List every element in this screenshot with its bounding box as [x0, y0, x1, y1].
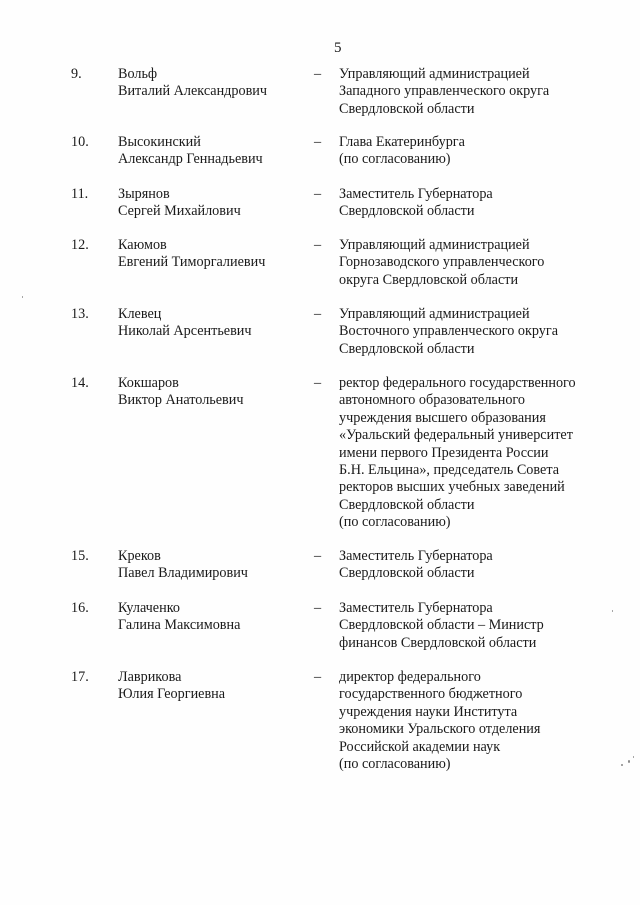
member-position-line: Горнозаводского управленческого — [339, 254, 545, 271]
member-position-line: Восточного управленческого округа — [339, 323, 558, 340]
member-position-line: Заместитель Губернатора — [339, 548, 493, 564]
member-name-line: Николай Арсентьевич — [118, 323, 252, 340]
member-position-line: учреждения высшего образования — [339, 409, 546, 426]
entry-number: 14. — [71, 375, 89, 391]
member-position — [339, 237, 609, 289]
member-name-line: Кулаченко — [118, 600, 180, 616]
member-name-line: Вольф — [118, 66, 158, 82]
member-position-line: имени первого Президента России — [339, 444, 549, 461]
entry-number: 17. — [71, 669, 89, 685]
member-position-line: государственного бюджетного — [339, 686, 523, 703]
entry-number: 12. — [71, 237, 89, 253]
member-name-line: Высокинский — [118, 134, 201, 150]
member-position — [339, 66, 609, 118]
entry-dash: – — [314, 600, 322, 616]
member-name-line: Александр Геннадьевич — [118, 151, 263, 168]
entry-number: 13. — [71, 306, 89, 322]
entry-number: 9. — [71, 66, 82, 82]
member-position-line: Управляющий администрацией — [339, 66, 530, 82]
member-name-line: Клевец — [118, 306, 162, 322]
member-position-line: автономного образовательного — [339, 392, 525, 409]
member-position-line: Б.Н. Ельцина», председатель Совета — [339, 462, 559, 479]
member-name — [118, 186, 303, 221]
member-position-line: учреждения науки Института — [339, 703, 518, 720]
member-position-line: Свердловской области — [339, 100, 475, 117]
member-name-line: Павел Владимирович — [118, 565, 248, 582]
member-position-line: Свердловской области — [339, 340, 475, 357]
member-name — [118, 134, 303, 169]
member-position-line: Западного управленческого округа — [339, 83, 550, 100]
entry-number: 11. — [71, 186, 89, 202]
member-position-line: «Уральский федеральный университет — [339, 427, 573, 444]
scan-speck — [633, 756, 634, 758]
member-position — [339, 548, 609, 583]
member-position-line: (по согласованию) — [339, 756, 451, 773]
member-position-line: экономики Уральского отделения — [339, 721, 541, 738]
entry-number: 15. — [71, 548, 89, 564]
member-position — [339, 186, 609, 221]
member-position-line: ректор федерального государственного — [339, 375, 576, 391]
member-name-line: Креков — [118, 548, 161, 564]
entry-number: 16. — [71, 600, 89, 616]
entry-dash: – — [314, 669, 322, 685]
entry-dash: – — [314, 548, 322, 564]
page-number: 5 — [334, 40, 342, 56]
member-position-line: финансов Свердловской области — [339, 634, 537, 651]
member-name — [118, 237, 303, 272]
member-position-line: Свердловской области — [339, 496, 475, 513]
member-position-line: Свердловской области — [339, 203, 475, 220]
member-position-line: (по согласованию) — [339, 514, 451, 531]
entry-dash: – — [314, 306, 322, 322]
member-position-line: Заместитель Губернатора — [339, 600, 493, 616]
scan-speck — [621, 764, 623, 766]
member-position-line: Свердловской области – Министр — [339, 617, 544, 634]
member-name — [118, 548, 303, 583]
member-position-line: округа Свердловской области — [339, 271, 519, 288]
member-position — [339, 600, 609, 652]
member-name — [118, 66, 303, 101]
member-name-line: Виктор Анатольевич — [118, 392, 244, 409]
member-position-line: директор федерального — [339, 669, 481, 685]
member-name-line: Кокшаров — [118, 375, 179, 391]
member-name-line: Галина Максимовна — [118, 617, 241, 634]
member-position-line: Глава Екатеринбурга — [339, 134, 465, 150]
scan-speck — [612, 610, 613, 612]
entry-number: 10. — [71, 134, 89, 150]
scan-speck — [628, 760, 630, 763]
member-name-line: Юлия Георгиевна — [118, 686, 226, 703]
member-position-line: Управляющий администрацией — [339, 306, 530, 322]
member-position — [339, 306, 609, 358]
entry-dash: – — [314, 66, 322, 82]
member-name — [118, 600, 303, 635]
entry-dash: – — [314, 237, 322, 253]
member-name-line: Лаврикова — [118, 669, 182, 685]
entry-dash: – — [314, 186, 322, 202]
member-position-line: (по согласованию) — [339, 151, 451, 168]
member-name-line: Евгений Тиморгалиевич — [118, 254, 266, 271]
member-position-line: Российской академии наук — [339, 738, 501, 755]
member-position — [339, 375, 609, 532]
member-name — [118, 375, 303, 410]
member-position-line: Управляющий администрацией — [339, 237, 530, 253]
member-position-line: ректоров высших учебных заведений — [339, 479, 565, 496]
member-position-line: Заместитель Губернатора — [339, 186, 493, 202]
member-name-line: Виталий Александрович — [118, 83, 268, 100]
member-position — [339, 669, 609, 773]
member-name-line: Сергей Михайлович — [118, 203, 241, 220]
member-position — [339, 134, 609, 169]
scan-speck — [22, 296, 23, 298]
entry-dash: – — [314, 134, 322, 150]
member-name-line: Каюмов — [118, 237, 167, 253]
member-name — [118, 306, 303, 341]
member-position-line: Свердловской области — [339, 565, 475, 582]
member-name — [118, 669, 303, 704]
entry-dash: – — [314, 375, 322, 391]
member-name-line: Зырянов — [118, 186, 170, 202]
